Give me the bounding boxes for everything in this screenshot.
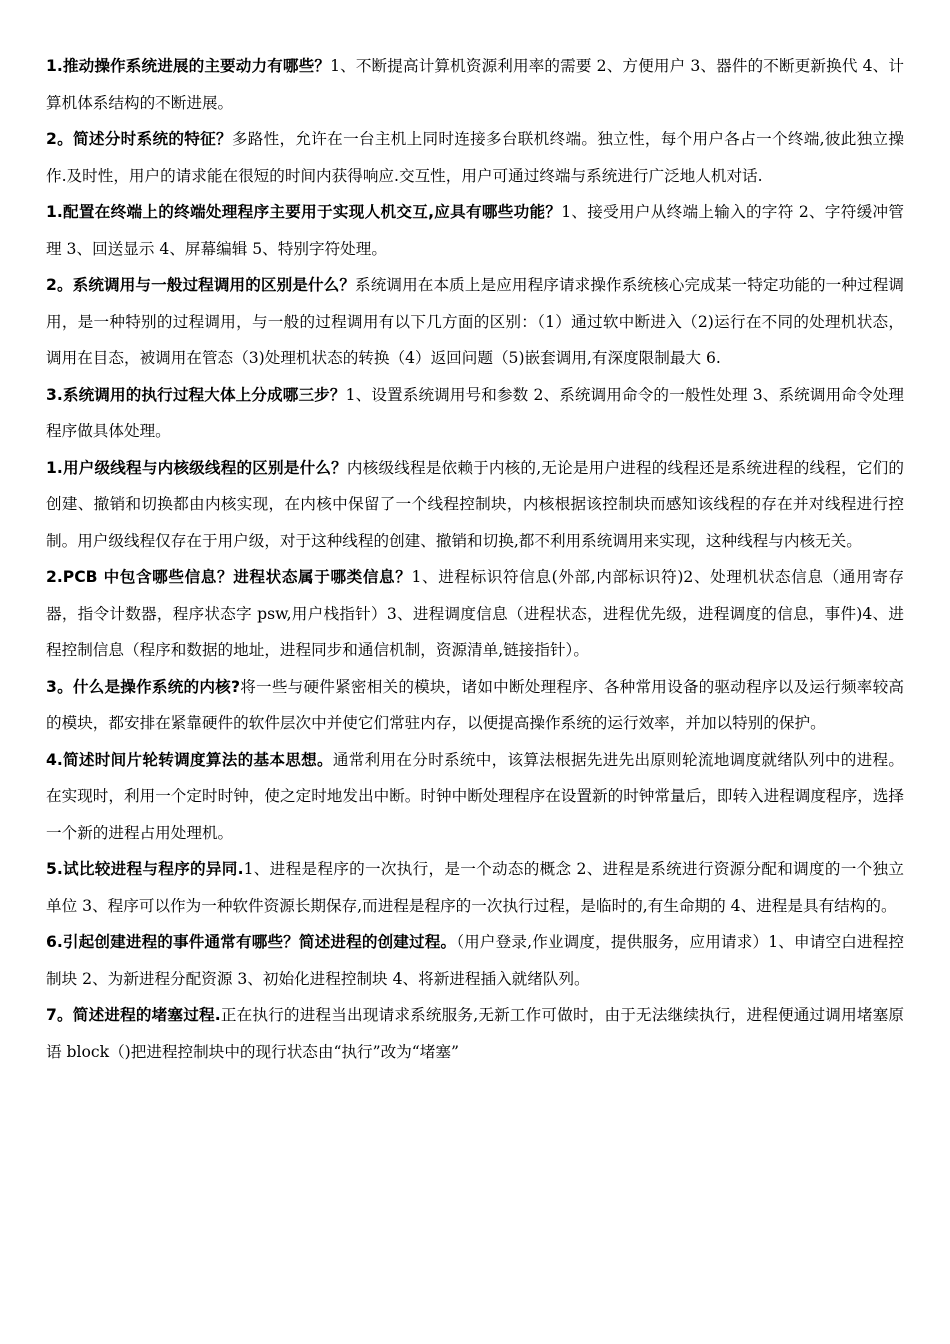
question-text: 2。简述分时系统的特征？ [46,130,232,148]
question-text: 6.引起创建进程的事件通常有哪些？简述进程的创建过程。 [46,933,457,951]
question-text: 1.推动操作系统进展的主要动力有哪些？ [46,57,331,75]
answer-text: 多路性，允许在一台主机上同时连接多台联机终端。独立性，每个用户各占一个终端,彼此独立操作.及时性，用户的请求能在很短的时间内获得响应.交互性，用户可通过终端与系统进行广泛地人机对话. [46,130,904,185]
qa-item-7 [46,559,904,669]
qa-item-8 [46,669,904,742]
qa-item-2 [46,121,904,194]
question-text: 4.简述时间片轮转调度算法的基本思想。 [46,750,333,769]
qa-item-1 [46,48,904,121]
question-text: 1.配置在终端上的终端处理程序主要用于实现人机交互,应具有哪些功能？ [46,203,562,221]
document-page [46,48,904,1070]
qa-item-12 [46,997,904,1070]
qa-item-4 [46,267,904,377]
answer-text: 1、接受用户从终端上输入的字符 2、字符缓冲管理 3、回送显示 4、屏幕编辑 5、特别字符处理。 [46,203,904,258]
answer-text: 内核级线程是依赖于内核的,无论是用户进程的线程还是系统进程的线程，它们的创建、撤销和切换都由内核实现，在内核中保留了一个线程控制块，内核根据该控制块而感知该线程的存在并对线程进行控制。用户级线程仅存在于用户级，对于这种线程的创建、撤销和切换,都不利用系统调用来实现，这种线程与内核无关。 [46,458,904,550]
answer-text: 1、不断提高计算机资源利用率的需要 2、方便用户 3、器件的不断更新换代 4、计算机体系结构的不断进展。 [46,57,904,112]
answer-text: 将一些与硬件紧密相关的模块，诸如中断处理程序、各种常用设备的驱动程序以及运行频率较高的模块，都安排在紧靠硬件的软件层次中并使它们常驻内存，以便提高操作系统的运行效率，并加以特别的保护。 [46,677,904,732]
answer-text: 系统调用在本质上是应用程序请求操作系统核心完成某一特定功能的一种过程调用，是一种特别的过程调用，与一般的过程调用有以下几方面的区别：（1）通过软中断进入（2)运行在不同的处理机状态，调用在目态，被调用在管态（3)处理机状态的转换（4）返回问题（5)嵌套调用,有深度限制最大 6. [46,276,904,367]
qa-item-10 [46,851,904,924]
answer-text: 1、进程标识符信息(外部,内部标识符)2、处理机状态信息（通用寄存器，指令计数器，程序状态字 psw,用户栈指针）3、进程调度信息（进程状态，进程优先级，进程调度的信息，事件)4、进程控制信息（程序和数据的地址，进程同步和通信机制，资源清单,链接指针）。 [46,568,904,659]
qa-item-11 [46,924,904,997]
question-text: 7。简述进程的堵塞过程. [46,1006,221,1024]
answer-text: 正在执行的进程当出现请求系统服务,无新工作可做时，由于无法继续执行，进程便通过调用堵塞原语 block（)把进程控制块中的现行状态由“执行”改为“堵塞” [46,1006,904,1061]
answer-text: 1、进程是程序的一次执行，是一个动态的概念 2、进程是系统进行资源分配和调度的一个独立单位 3、程序可以作为一种软件资源长期保存,而进程是程序的一次执行过程，是临时的,有生命期的 4、进程是具有结构的。 [46,860,904,915]
qa-item-6 [46,450,904,560]
question-text: 3.系统调用的执行过程大体上分成哪三步？ [46,385,346,404]
qa-item-5 [46,377,904,450]
question-text: 2.PCB 中包含哪些信息？进程状态属于哪类信息？ [46,568,412,586]
qa-item-3 [46,194,904,267]
answer-text: （用户登录,作业调度，提供服务，应用请求）1、申请空白进程控制块 2、为新进程分配资源 3、初始化进程控制块 4、将新进程插入就绪队列。 [46,933,904,988]
question-text: 2。系统调用与一般过程调用的区别是什么？ [46,276,356,294]
question-text: 3。什么是操作系统的内核? [46,677,241,696]
question-text: 5.试比较进程与程序的异同. [46,860,244,878]
answer-text: 1、设置系统调用号和参数 2、系统调用命令的一般性处理 3、系统调用命令处理程序做具体处理。 [46,385,904,440]
answer-text: 通常利用在分时系统中，该算法根据先进先出原则轮流地调度就绪队列中的进程。在实现时，利用一个定时时钟，使之定时地发出中断。时钟中断处理程序在设置新的时钟常量后，即转入进程调度程序，选择一个新的进程占用处理机。 [46,750,904,842]
question-text: 1.用户级线程与内核级线程的区别是什么？ [46,458,347,477]
qa-item-9 [46,742,904,852]
